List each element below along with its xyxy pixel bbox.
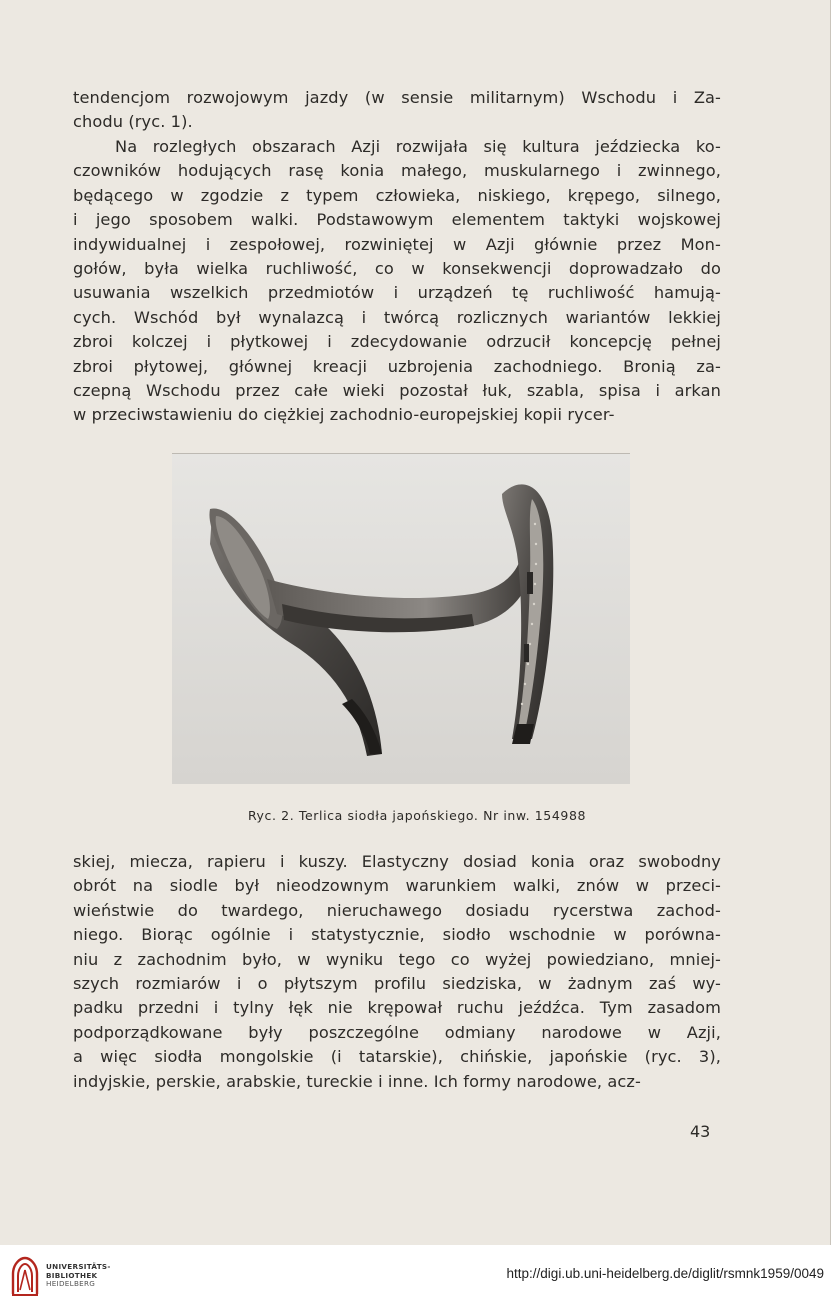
figure-caption: Ryc. 2. Terlica siodła japońskiego. Nr inw. 154988 — [247, 808, 587, 823]
text-line: gołów, była wielka ruchliwość, co w konsekwencji doprowadzało do — [73, 259, 721, 279]
text-line: skiej, miecza, rapieru i kuszy. Elastyczny dosiad konia oraz swobodny — [73, 852, 721, 871]
text-line: niego. Biorąc ogólnie i statystycznie, siodło wschodnie w porówna- — [73, 925, 721, 945]
text-line: chodu (ryc. 1). — [73, 112, 193, 132]
text-line: czowników hodujących rasę konia małego, muskularnego i zwinnego, — [73, 161, 721, 181]
text-line: szych rozmiarów i o płytszym profilu siedziska, w żadnym zaś wy- — [73, 974, 721, 994]
library-name-line3: HEIDELBERG — [46, 1279, 96, 1289]
text-line: indywidualnej i zespołowej, rozwiniętej w Azji głównie przez Mon- — [73, 234, 721, 254]
text-line: i jego sposobem walki. Podstawowym elementem taktyki wojskowej — [73, 210, 721, 230]
text-line: wieństwie do twardego, nieruchawego dosiadu rycerstwa zachod- — [73, 900, 721, 920]
text-line: cych. Wschód był wynalazcą i twórcą rozlicznych wariantów lekkiej — [73, 307, 721, 327]
text-line: zbroi kolczej i płytkowej i zdecydowanie odrzucił koncepcję pełnej — [73, 332, 721, 352]
footer-bar — [0, 1245, 834, 1307]
text-line: padku przedni i tylny łęk nie krępował ruchu jeźdźca. Tym zasadom — [73, 998, 721, 1018]
text-line: tendencjom rozwojowym jazdy (w sensie militarnym) Wschodu i Za- — [73, 88, 721, 107]
paragraph-3 — [73, 850, 721, 1094]
library-name-line1: UNIVERSITÄTS- — [46, 1262, 111, 1271]
text-line: będącego w zgodzie z typem człowieka, niskiego, krępego, silnego, — [73, 185, 721, 205]
text-line: w przeciwstawieniu do ciężkiej zachodnio-europejskiej kopii rycer- — [73, 405, 615, 425]
text-line: obrót na siodle był nieodzownym warunkiem walki, znów w przeci- — [73, 876, 721, 896]
university-library-logo-icon[interactable] — [10, 1256, 40, 1296]
saddle-tree-image — [172, 454, 630, 784]
paragraph-2 — [73, 135, 721, 428]
text-line: zbroi płytowej, głównej kreacji uzbrojenia zachodniego. Bronią za- — [73, 356, 721, 376]
text-line: niu z zachodnim było, w wyniku tego co wyżej powiedziano, mniej- — [73, 949, 721, 969]
library-name-line2: BIBLIOTHEK — [46, 1270, 98, 1280]
text-line: czepną Wschodu przez całe wieki pozostał łuk, szabla, spisa i arkan — [73, 381, 721, 401]
text-line: indyjskie, perskie, arabskie, tureckie i inne. Ich formy narodowe, acz- — [73, 1071, 641, 1091]
text-line: Na rozległych obszarach Azji rozwijała się kultura jeździecka ko- — [115, 137, 721, 156]
figure-saddle-photo — [172, 453, 630, 784]
library-name — [46, 1263, 111, 1289]
text-line: a więc siodła mongolskie (i tatarskie), chińskie, japońskie (ryc. 3), — [73, 1047, 721, 1067]
text-line: usuwania wszelkich przedmiotów i urządzeń tę ruchliwość hamują- — [73, 283, 721, 303]
source-url-link[interactable]: http://digi.ub.uni-heidelberg.de/diglit/rsmnk1959/0049 — [506, 1266, 824, 1281]
paragraph-1 — [73, 86, 721, 135]
page-number: 43 — [690, 1122, 711, 1141]
text-line: podporządkowane były poszczególne odmiany narodowe w Azji, — [73, 1022, 721, 1042]
